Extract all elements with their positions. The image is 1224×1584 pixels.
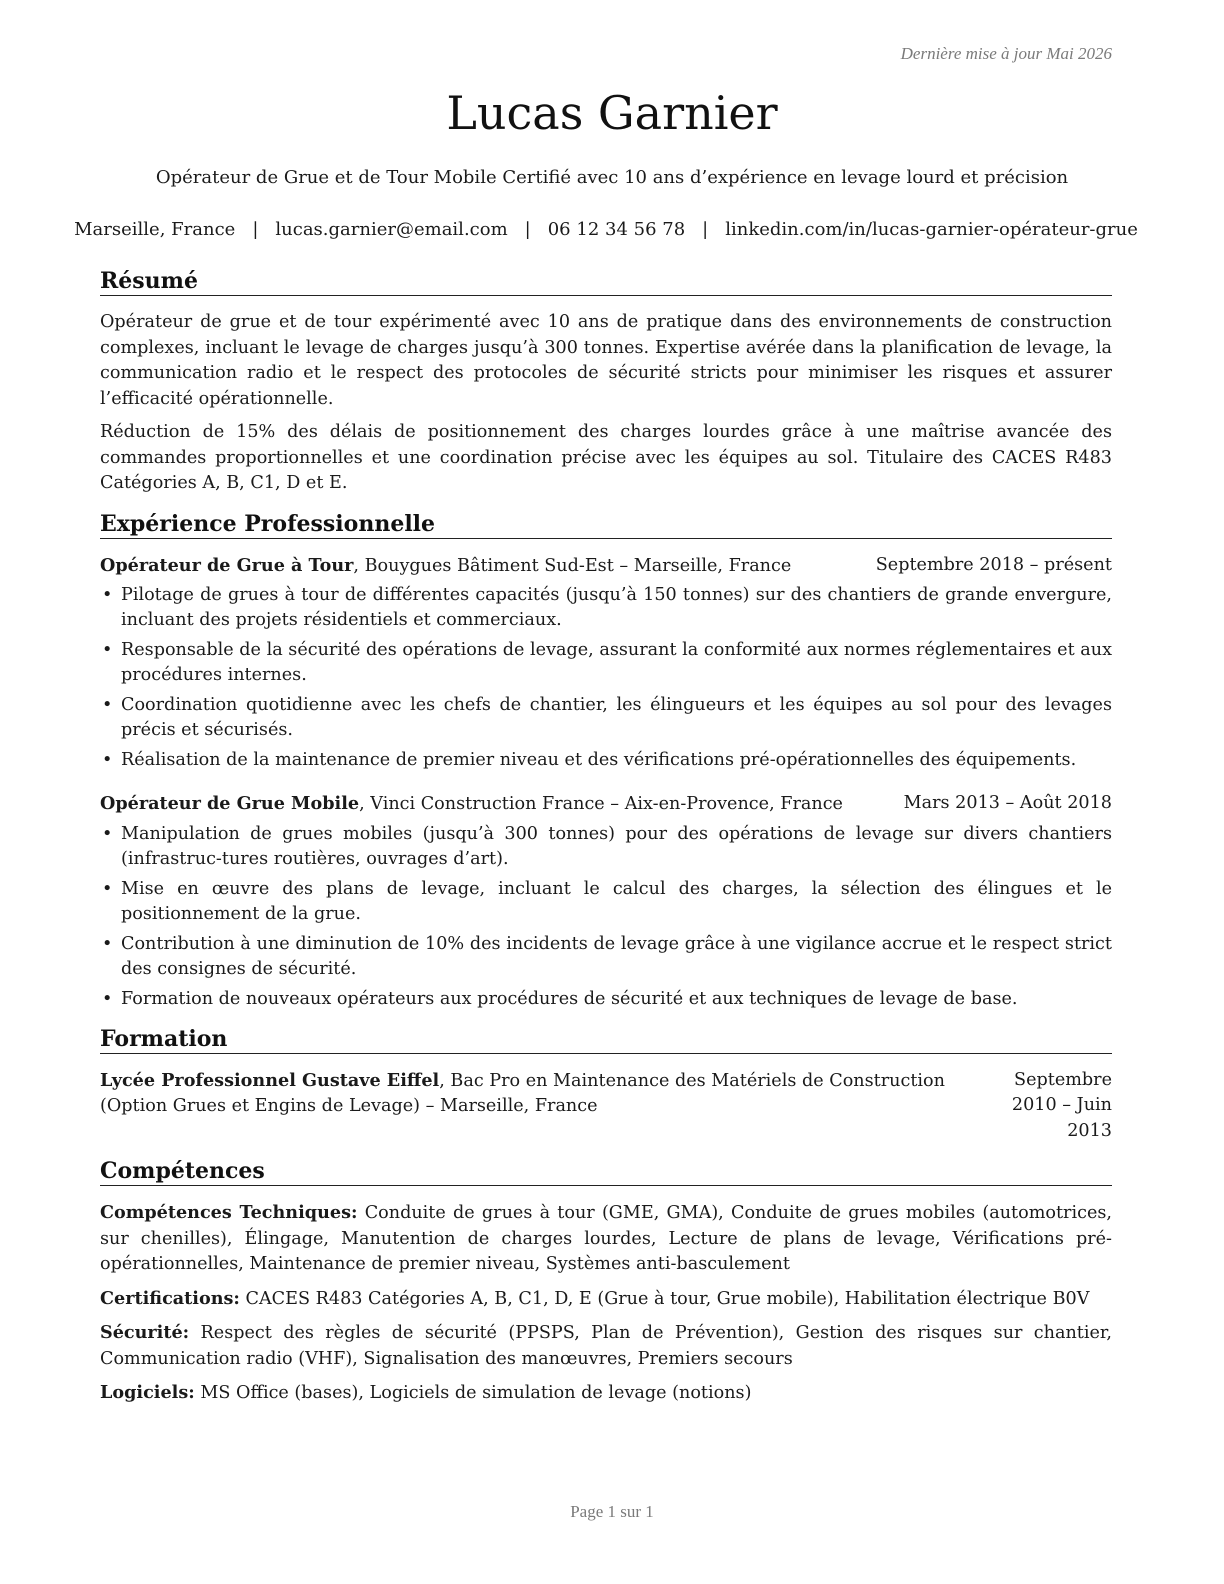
summary-paragraph: Réduction de 15% des délais de positionnement des charges lourdes grâce à une maîtrise avancée des commandes proportionnelles et une coordination précise avec les équipes au sol. Titulaire des CACES R483 Catégories A, B, C1, D et E. (100, 422, 1112, 493)
contact-linkedin[interactable]: linkedin.com/in/lucas-garnier-opérateur-grue (725, 219, 1138, 240)
contact-separator: | (524, 219, 531, 240)
job-entry (100, 791, 1112, 1012)
contact-email[interactable]: lucas.garnier@email.com (275, 219, 508, 240)
education-entry (100, 1068, 1112, 1145)
candidate-name: Lucas Garnier (446, 86, 778, 140)
job-role: Opérateur de Grue Mobile (100, 793, 360, 814)
summary-paragraph: Opérateur de grue et de tour expérimenté avec 10 ans de pratique dans des environnements de construction complexes, incluant le levage de charges jusqu’à 300 tonnes. Expertise avérée dans la planification de levage, la communication radio et le respect des protocoles de sécurité stricts pour minimiser les risques et assurer l’efficacité opérationnelle. (100, 312, 1112, 409)
contact-line (74, 219, 1138, 240)
education-degree: , Bac Pro en Maintenance des Matériels de Construction (Option Grues et Engins de Levage) – Marseille, France (100, 1070, 945, 1116)
list-item: • Pilotage de grues à tour de différentes capacités (jusqu’à 150 tonnes) sur des chantiers de grande envergure, incluant des projets résidentiels et commerciaux. (100, 583, 1112, 633)
job-bullets (100, 583, 1112, 773)
skill-label: Compétences Techniques: (100, 1202, 358, 1223)
resume-body (100, 268, 1112, 1415)
section-title-summary: Résumé (100, 268, 1112, 296)
job-entry (100, 553, 1112, 774)
tagline: Opérateur de Grue et de Tour Mobile Certifié avec 10 ans d’expérience en levage lourd et précision (155, 167, 1069, 188)
job-dates: Septembre 2018 – présent (875, 554, 1112, 575)
skill-label: Certifications: (100, 1287, 240, 1309)
section-title-experience: Expérience Professionnelle (100, 511, 1112, 539)
section-title-skills: Compétences (100, 1158, 1112, 1186)
job-header (100, 553, 1112, 580)
skill-text: Conduite de grues à tour (GME, GMA), Conduite de grues mobiles (automotrices, sur chenilles), Élingage, Manutention de charges lourdes, Lecture de plans de levage, Vérifications pré-opérationnelles, Maintenance de premier niveau, Systèmes anti-basculement (100, 1203, 1112, 1274)
section-title-education: Formation (100, 1026, 1112, 1054)
last-updated: Dernière mise à jour Mai 2026 (900, 44, 1112, 63)
skill-label: Sécurité: (100, 1322, 190, 1343)
job-header (100, 791, 1112, 818)
job-company: , Bouygues Bâtiment Sud-Est – Marseille, France (353, 555, 792, 576)
skill-line (100, 1380, 1112, 1407)
skill-text: CACES R483 Catégories A, B, C1, D, E (Grue à tour, Grue mobile), Habilitation électrique B0V (239, 1288, 1090, 1309)
list-item: • Contribution à une diminution de 10% des incidents de levage grâce à une vigilance accrue et le respect strict des consignes de sécurité. (100, 932, 1112, 982)
skill-line (100, 1320, 1112, 1372)
list-item: • Coordination quotidienne avec les chefs de chantier, les élingueurs et les équipes au sol pour des levages précis et sécurisés. (100, 693, 1112, 743)
list-item: • Manipulation de grues mobiles (jusqu’à 300 tonnes) pour des opérations de levage sur divers chantiers (infrastruc-tures routières, ouvrages d’art). (100, 822, 1112, 872)
skill-text: Respect des règles de sécurité (PPSPS, Plan de Prévention), Gestion des risques sur chantier, Communication radio (VHF), Signalisation des manœuvres, Premiers secours (100, 1323, 1112, 1369)
contact-location: Marseille, France (74, 219, 236, 240)
contact-phone[interactable]: 06 12 34 56 78 (547, 219, 686, 240)
job-role: Opérateur de Grue à Tour (100, 554, 354, 576)
skill-line (100, 1286, 1112, 1313)
education-school: Lycée Professionnel Gustave Eiffel (100, 1069, 440, 1091)
list-item: • Mise en œuvre des plans de levage, incluant le calcul des charges, la sélection des élingues et le positionnement de la grue. (100, 877, 1112, 927)
page-number: Page 1 sur 1 (570, 1502, 654, 1521)
education-dates: Septembre 2010 – Juin 2013 (1011, 1069, 1112, 1141)
skill-text: MS Office (bases), Logiciels de simulation de levage (notions) (194, 1383, 752, 1403)
job-company: , Vinci Construction France – Aix-en-Provence, France (359, 794, 843, 814)
list-item: • Responsable de la sécurité des opérations de levage, assurant la conformité aux normes réglementaires et aux procédures internes. (100, 638, 1112, 688)
skill-line (100, 1200, 1112, 1278)
list-item: • Réalisation de la maintenance de premier niveau et des vérifications pré-opérationnelles des équipements. (100, 748, 1112, 773)
skill-label: Logiciels: (100, 1382, 195, 1403)
contact-separator: | (252, 219, 259, 240)
list-item: • Formation de nouveaux opérateurs aux procédures de sécurité et aux techniques de levage de base. (100, 987, 1112, 1012)
job-bullets (100, 822, 1112, 1012)
contact-separator: | (702, 219, 709, 240)
job-dates: Mars 2013 – Août 2018 (903, 793, 1112, 813)
